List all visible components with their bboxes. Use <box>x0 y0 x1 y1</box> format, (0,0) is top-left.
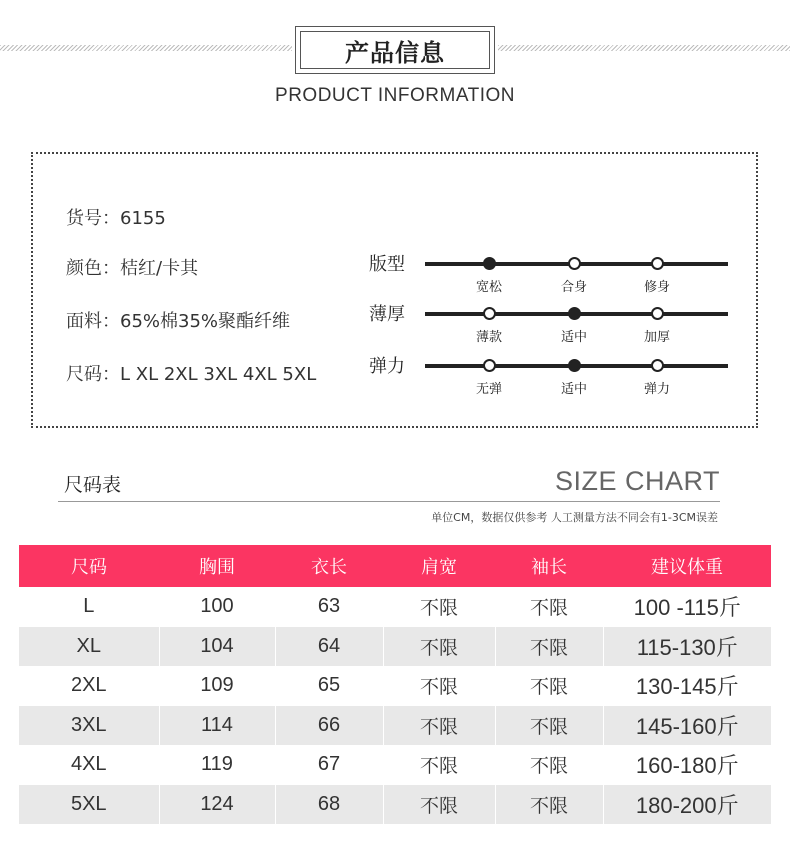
cell-size: 3XL <box>19 706 159 746</box>
page-subtitle: PRODUCT INFORMATION <box>275 85 515 106</box>
cell-chest: 119 <box>159 745 275 785</box>
header-weight: 建议体重 <box>603 545 771 587</box>
header-sleeve: 袖长 <box>495 545 603 587</box>
scale-option-label: 修身 <box>643 280 670 295</box>
cell-shoulder: 不限 <box>383 706 495 746</box>
fabric-info: 面料：65%棉35%聚酯纤维 <box>66 311 291 332</box>
size-chart-title: 尺码表 <box>64 474 122 496</box>
cell-size: 5XL <box>19 785 159 825</box>
cell-chest: 124 <box>159 785 275 825</box>
scale-dot <box>651 359 664 372</box>
scale-dot-selected <box>568 359 581 372</box>
scale-bar <box>425 312 728 316</box>
measurement-note: 单位CM，数据仅供参考 人工测量方法不同会有1-3CM误差 <box>431 511 718 524</box>
divider <box>58 501 720 502</box>
scale-bar <box>425 262 728 266</box>
cell-shoulder: 不限 <box>383 627 495 667</box>
cell-weight: 160-180斤 <box>603 745 771 785</box>
cell-chest: 109 <box>159 666 275 706</box>
scale-option-label: 适中 <box>560 330 587 345</box>
scale-dot-selected <box>568 307 581 320</box>
scale-dot <box>483 359 496 372</box>
scale-label: 薄厚 <box>369 304 405 325</box>
cell-length: 66 <box>275 706 383 746</box>
table-row <box>19 706 771 746</box>
size-chart-title-en: SIZE CHART <box>554 466 720 496</box>
cell-weight: 145-160斤 <box>603 706 771 746</box>
cell-sleeve: 不限 <box>495 627 603 667</box>
scale-bar <box>425 364 728 368</box>
cell-sleeve: 不限 <box>495 745 603 785</box>
cell-weight: 115-130斤 <box>603 627 771 667</box>
header-chest: 胸围 <box>159 545 275 587</box>
scale-option-label: 弹力 <box>643 382 670 397</box>
cell-weight: 100 -115斤 <box>603 587 771 627</box>
decorative-hatch-right <box>498 45 790 51</box>
header-shoulder: 肩宽 <box>383 545 495 587</box>
cell-chest: 100 <box>159 587 275 627</box>
title-frame <box>295 26 495 74</box>
cell-length: 65 <box>275 666 383 706</box>
cell-shoulder: 不限 <box>383 745 495 785</box>
table-row <box>19 587 771 627</box>
cell-weight: 130-145斤 <box>603 666 771 706</box>
scale-option-label: 加厚 <box>643 330 670 345</box>
scale-option-label: 合身 <box>560 280 587 295</box>
cell-size: L <box>83 595 95 618</box>
cell-shoulder: 不限 <box>383 785 495 825</box>
cell-size: 4XL <box>70 753 107 776</box>
scale-option-label: 宽松 <box>475 280 502 295</box>
scale-label: 版型 <box>369 254 405 275</box>
cell-sleeve: 不限 <box>495 666 603 706</box>
cell-chest: 104 <box>159 627 275 667</box>
scale-option-label: 薄款 <box>475 330 502 345</box>
cell-size: XL <box>19 627 159 667</box>
cell-shoulder: 不限 <box>383 587 495 627</box>
cell-sleeve: 不限 <box>495 706 603 746</box>
scale-dot <box>483 307 496 320</box>
cell-length: 63 <box>275 587 383 627</box>
cell-sleeve: 不限 <box>495 587 603 627</box>
cell-chest: 114 <box>159 706 275 746</box>
scale-dot <box>568 257 581 270</box>
cell-sleeve: 不限 <box>495 785 603 825</box>
table-header-row <box>19 545 771 587</box>
page-title: 产品信息 <box>300 31 490 69</box>
table-row <box>19 627 771 667</box>
scale-dot-selected <box>483 257 496 270</box>
cell-length: 67 <box>275 745 383 785</box>
size-list: 尺码：L XL 2XL 3XL 4XL 5XL <box>66 364 317 385</box>
scale-option-label: 无弹 <box>475 382 502 397</box>
color-info: 颜色：桔红/卡其 <box>66 258 199 279</box>
scale-label: 弹力 <box>369 356 405 377</box>
table-row <box>19 666 771 706</box>
table-row <box>19 785 771 825</box>
decorative-hatch-left <box>0 45 292 51</box>
cell-length: 68 <box>275 785 383 825</box>
size-table <box>19 545 771 824</box>
scale-option-label: 适中 <box>560 382 587 397</box>
header-size: 尺码 <box>19 545 159 587</box>
scale-dot <box>651 307 664 320</box>
product-info-panel <box>31 152 758 428</box>
item-number: 货号：6155 <box>66 208 166 229</box>
header-length: 衣长 <box>275 545 383 587</box>
cell-size: 2XL <box>70 674 107 697</box>
scale-dot <box>651 257 664 270</box>
cell-shoulder: 不限 <box>383 666 495 706</box>
cell-weight: 180-200斤 <box>603 785 771 825</box>
table-row <box>19 745 771 785</box>
cell-length: 64 <box>275 627 383 667</box>
